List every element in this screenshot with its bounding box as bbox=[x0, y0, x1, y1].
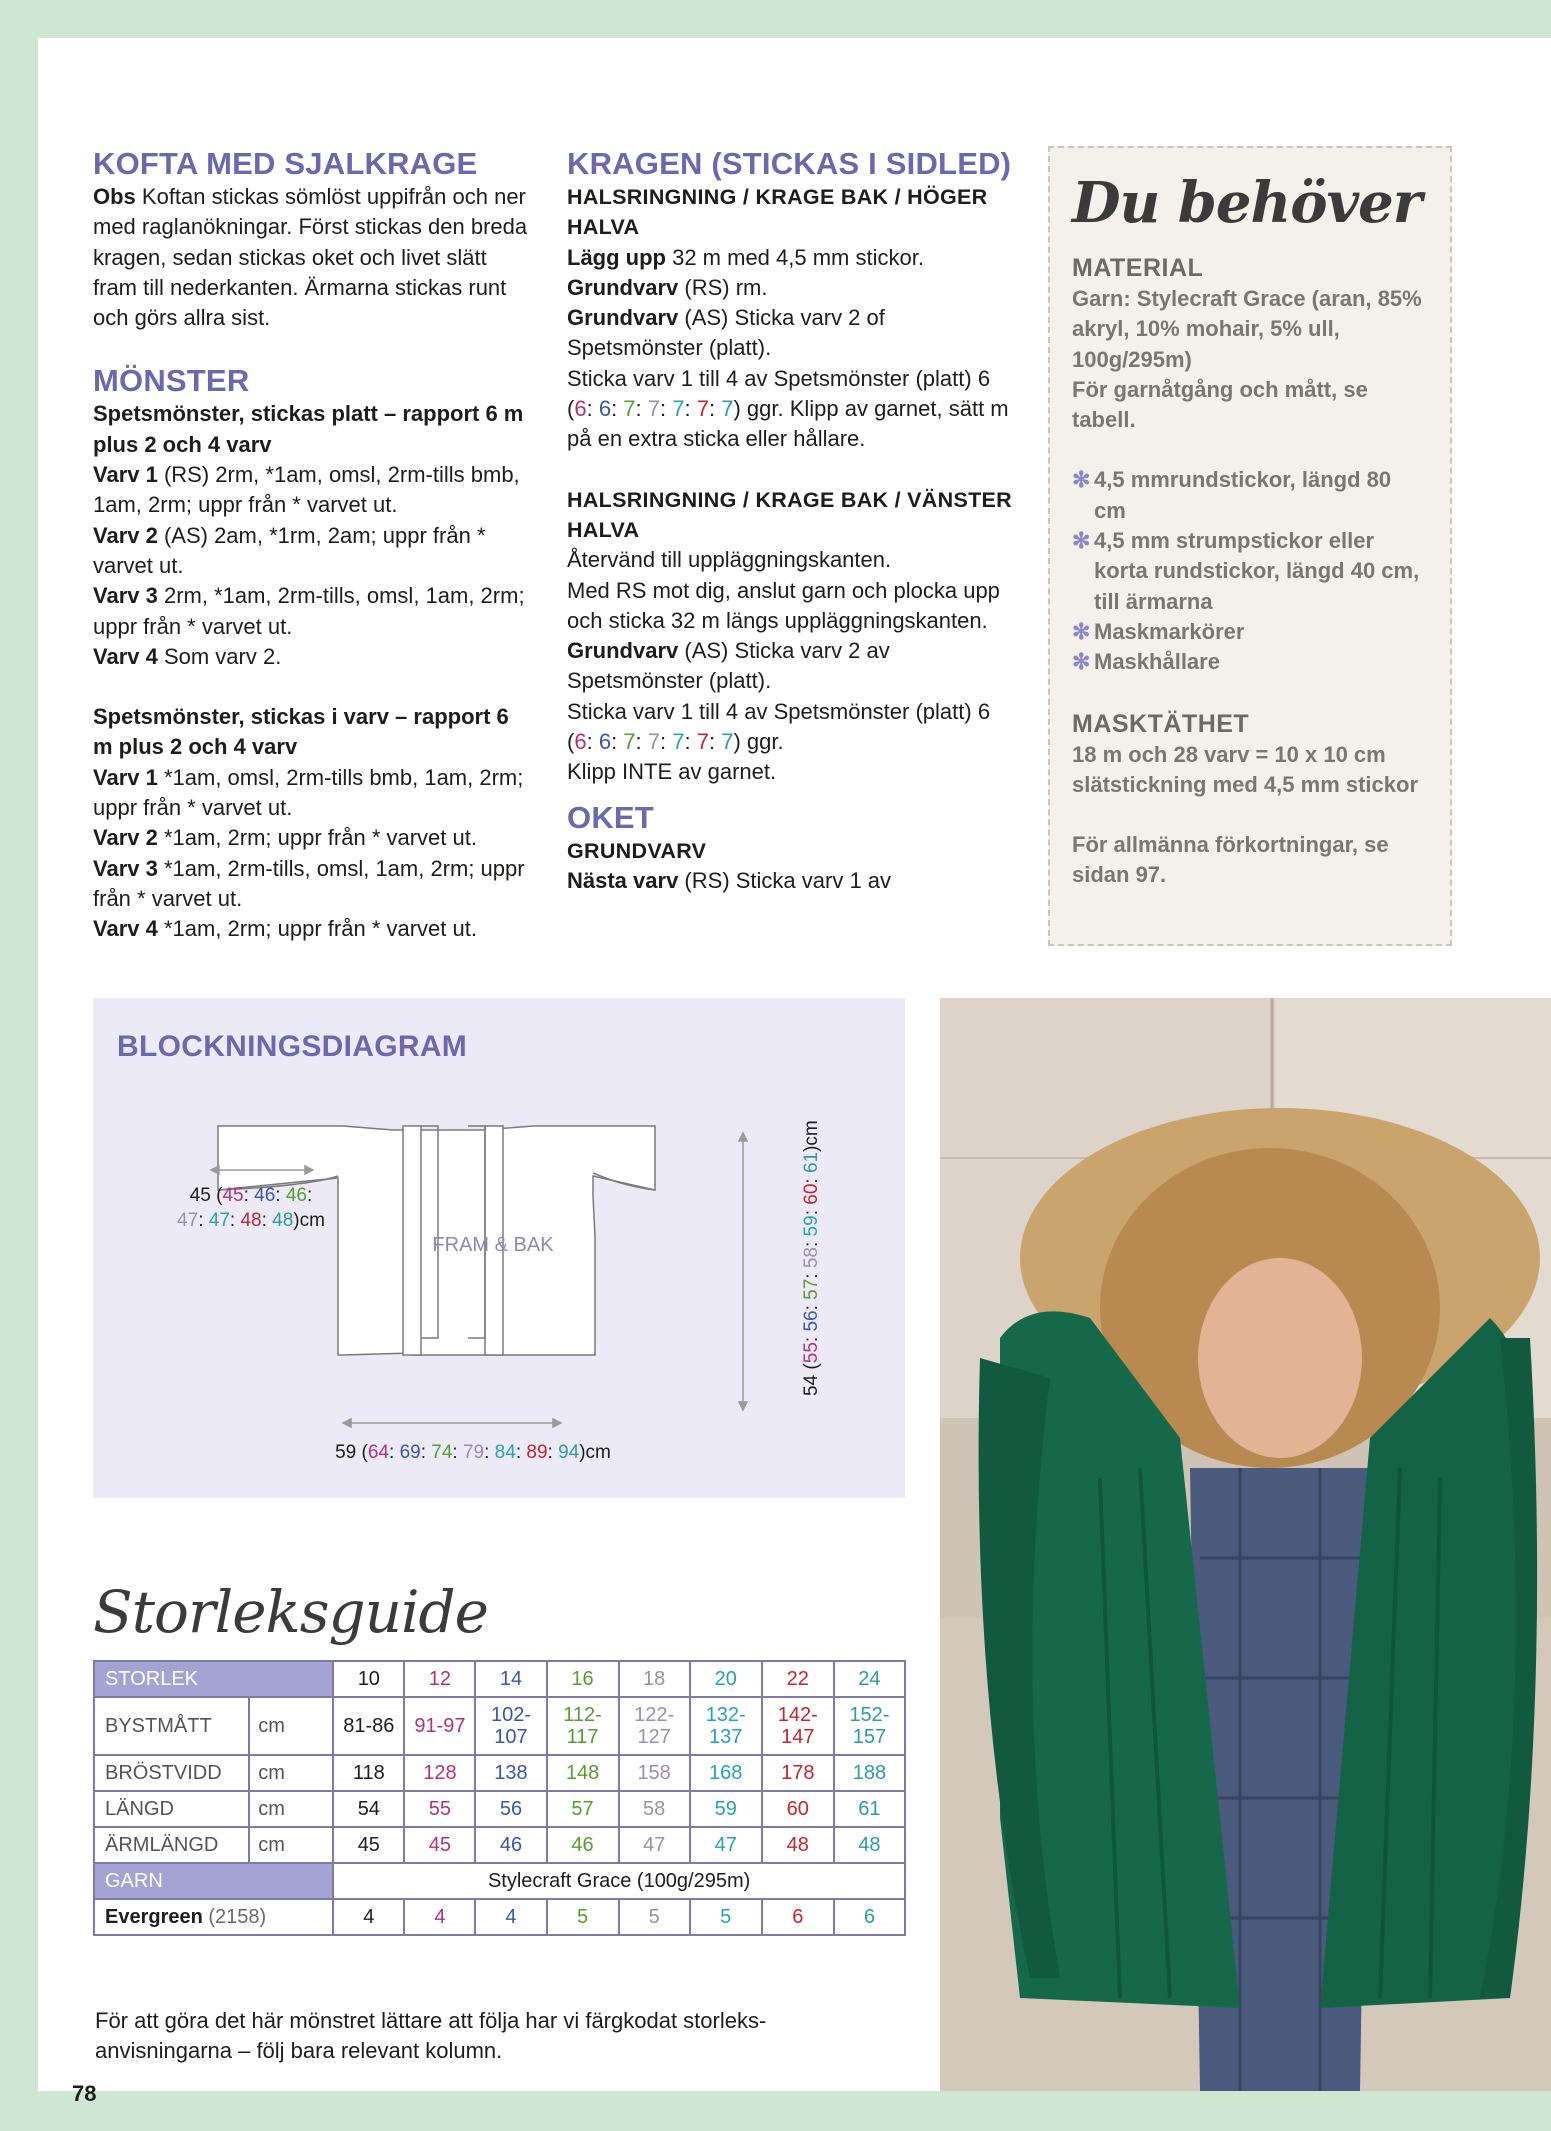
garn-header-fill bbox=[249, 1863, 333, 1899]
abbreviations-note: För allmänna förkortningar, se sidan 97. bbox=[1072, 832, 1389, 888]
instruction-line: Nästa varv (RS) Sticka varv 1 av bbox=[567, 867, 892, 893]
yarn-note: För garnåtgång och mått, se tabell. bbox=[1072, 376, 1368, 433]
row-label: LÄNGD bbox=[94, 1791, 249, 1827]
cardigan-schematic bbox=[93, 998, 905, 1498]
size-cell: 20 bbox=[690, 1661, 762, 1697]
section-title: HALSRINGNING / KRAGE BAK / VÄNSTER HALVA bbox=[567, 487, 1012, 542]
materials-box-title: Du behöver bbox=[1072, 170, 1422, 236]
table-cell: 56 bbox=[475, 1791, 546, 1827]
section-title: GRUNDVARV bbox=[567, 838, 707, 863]
table-cell: 152-157 bbox=[834, 1697, 905, 1755]
colour-coding-note: För att göra det här mönstret lättare att följa har vi färgkodat storleks-anvisningarna – följ bara relevant kolumn. bbox=[95, 2008, 767, 2064]
yarn-value: Stylecraft Grace (100g/295m) bbox=[333, 1863, 905, 1899]
colour-label: Evergreen (2158) bbox=[94, 1899, 333, 1935]
table-cell: 54 bbox=[333, 1791, 404, 1827]
table-cell: 188 bbox=[834, 1755, 905, 1791]
sleeve-measurement-2: 47: 47: 48: 48)cm bbox=[177, 1210, 325, 1231]
table-cell: 48 bbox=[834, 1827, 905, 1863]
pattern2-row: Varv 4 *1am, 2rm; uppr från * varvet ut. bbox=[93, 916, 477, 942]
list-item: ✻ 4,5 mmrundstickor, längd 80 cm bbox=[1072, 467, 1392, 523]
instruction-line: Återvänd till uppläggningskanten. bbox=[567, 547, 892, 573]
section-title: HALSRINGNING / KRAGE BAK / HÖGER HALVA bbox=[567, 185, 988, 240]
table-cell: 5 bbox=[690, 1899, 762, 1935]
instruction-line: Sticka varv 1 till 4 av Spetsmönster (platt) 6 (6: 6: 7: 7: 7: 7: 7) ggr. Klipp av garnet, sätt m på en extra sticka eller hållare. bbox=[567, 365, 1009, 452]
table-cell: 81-86 bbox=[333, 1697, 404, 1755]
asterisk-icon: ✻ bbox=[1072, 528, 1091, 554]
equipment-list bbox=[1072, 465, 1428, 677]
size-guide-table bbox=[93, 1660, 906, 1936]
table-cell: 142-147 bbox=[762, 1697, 834, 1755]
asterisk-icon: ✻ bbox=[1072, 618, 1091, 644]
table-cell: 55 bbox=[404, 1791, 475, 1827]
front-band-left bbox=[403, 1126, 421, 1355]
table-cell: 59 bbox=[690, 1791, 762, 1827]
table-cell: 132-137 bbox=[690, 1697, 762, 1755]
model-photo bbox=[940, 998, 1551, 2091]
materials-box bbox=[1048, 146, 1452, 946]
table-cell: 118 bbox=[333, 1755, 404, 1791]
pattern2-row: Varv 2 *1am, 2rm; uppr från * varvet ut. bbox=[93, 825, 477, 851]
column-instructions bbox=[93, 146, 533, 945]
pattern-title: KOFTA MED SJALKRAGE bbox=[93, 146, 478, 181]
table-cell: 48 bbox=[762, 1827, 834, 1863]
monster-title: MÖNSTER bbox=[93, 363, 250, 399]
instruction-line: Grundvarv (RS) rm. bbox=[567, 274, 768, 300]
row-unit: cm bbox=[249, 1791, 333, 1827]
yarn-info: Garn: Stylecraft Grace (aran, 85% akryl, 10% mohair, 5% ull, 100g/295m) bbox=[1072, 286, 1422, 372]
table-row bbox=[94, 1697, 905, 1755]
table-cell: 61 bbox=[834, 1791, 905, 1827]
table-cell: 4 bbox=[475, 1899, 546, 1935]
material-heading: MATERIAL bbox=[1072, 254, 1204, 282]
size-guide-title: Storleksguide bbox=[93, 1578, 488, 1646]
diagram-title: BLOCKNINGSDIAGRAM bbox=[117, 1030, 468, 1063]
table-cell: 5 bbox=[547, 1899, 619, 1935]
asterisk-icon: ✻ bbox=[1072, 467, 1091, 493]
tension-text: 18 m och 28 varv = 10 x 10 cm slätstickning med 4,5 mm stickor bbox=[1072, 741, 1419, 797]
pattern1-row: Varv 1 (RS) 2rm, *1am, omsl, 2rm-tills bmb, 1am, 2rm; uppr från * varvet ut. bbox=[93, 462, 520, 518]
table-cell: 58 bbox=[619, 1791, 690, 1827]
garn-header: GARN bbox=[94, 1863, 249, 1899]
table-row bbox=[94, 1755, 905, 1791]
row-label: BYSTMÅTT bbox=[94, 1697, 249, 1755]
instruction-line: Klipp INTE av garnet. bbox=[567, 759, 777, 785]
oket-title: OKET bbox=[567, 799, 654, 835]
instruction-line: Grundvarv (AS) Sticka varv 2 of Spetsmönster (platt). bbox=[567, 305, 885, 361]
pattern1-row: Varv 3 2rm, *1am, 2rm-tills, omsl, 1am, 2rm; uppr från * varvet ut. bbox=[93, 583, 525, 639]
table-row bbox=[94, 1899, 905, 1935]
size-cell: 16 bbox=[547, 1661, 619, 1697]
table-cell: 45 bbox=[404, 1827, 475, 1863]
table-cell: 5 bbox=[619, 1899, 690, 1935]
table-cell: 60 bbox=[762, 1791, 834, 1827]
table-row bbox=[94, 1863, 905, 1899]
table-cell: 46 bbox=[547, 1827, 619, 1863]
instruction-line: Grundvarv (AS) Sticka varv 2 av Spetsmönster (platt). bbox=[567, 638, 890, 694]
column-collar bbox=[567, 146, 1017, 896]
table-cell: 128 bbox=[404, 1755, 475, 1791]
woman-in-green-cardigan-image bbox=[940, 998, 1551, 2091]
table-cell: 6 bbox=[834, 1899, 905, 1935]
table-cell: 112-117 bbox=[547, 1697, 619, 1755]
table-cell: 45 bbox=[333, 1827, 404, 1863]
row-unit: cm bbox=[249, 1697, 333, 1755]
width-measurement: 59 (64: 69: 74: 79: 84: 89: 94)cm bbox=[335, 1442, 611, 1463]
tension-heading: MASKTÄTHET bbox=[1072, 709, 1250, 738]
diagram-center-label: FRAM & BAK bbox=[432, 1234, 554, 1256]
instruction-line: Sticka varv 1 till 4 av Spetsmönster (platt) 6 (6: 6: 7: 7: 7: 7: 7) ggr. bbox=[567, 698, 991, 755]
size-cell: 22 bbox=[762, 1661, 834, 1697]
pattern1-row: Varv 4 Som varv 2. bbox=[93, 643, 282, 669]
size-cell: 10 bbox=[333, 1661, 404, 1697]
pattern1-title: Spetsmönster, stickas platt – rapport 6 m plus 2 och 4 varv bbox=[93, 401, 524, 457]
pattern2-row: Varv 1 *1am, omsl, 2rm-tills bmb, 1am, 2rm; uppr från * varvet ut. bbox=[93, 764, 524, 821]
pattern2-title: Spetsmönster, stickas i varv – rapport 6 m plus 2 och 4 varv bbox=[93, 704, 509, 760]
table-cell: 57 bbox=[547, 1791, 619, 1827]
table-cell: 102-107 bbox=[475, 1697, 546, 1755]
table-cell: 4 bbox=[404, 1899, 475, 1935]
size-header: STORLEK bbox=[94, 1661, 333, 1697]
pattern1-row: Varv 2 (AS) 2am, *1rm, 2am; uppr från * varvet ut. bbox=[93, 522, 486, 578]
page-number: 78 bbox=[72, 2081, 97, 2106]
list-item: ✻ Maskmarkörer bbox=[1072, 617, 1428, 647]
blocking-diagram bbox=[93, 998, 905, 1498]
row-unit: cm bbox=[249, 1827, 333, 1863]
instruction-line: Med RS mot dig, anslut garn och plocka upp och sticka 32 m längs uppläggningskanten. bbox=[567, 577, 1000, 633]
intro-paragraph: Obs Koftan stickas sömlöst uppifrån och ner med raglanökningar. Först stickas den breda kragen, sedan stickas oket och livet slätt fram till nederkanten. Ärmarna stickas runt och görs allra sist. bbox=[93, 184, 528, 331]
sleeve-measurement: 45 (45: 46: 46: bbox=[189, 1185, 313, 1206]
table-cell: 6 bbox=[762, 1899, 834, 1935]
instruction-line: Lägg upp 32 m med 4,5 mm stickor. bbox=[567, 244, 924, 270]
table-cell: 91-97 bbox=[404, 1697, 475, 1755]
list-item: ✻ Maskhållare bbox=[1072, 647, 1428, 677]
table-cell: 148 bbox=[547, 1755, 619, 1791]
size-cell: 14 bbox=[475, 1661, 546, 1697]
row-label: BRÖSTVIDD bbox=[94, 1755, 249, 1791]
table-cell: 47 bbox=[690, 1827, 762, 1863]
size-cell: 24 bbox=[834, 1661, 905, 1697]
asterisk-icon: ✻ bbox=[1072, 649, 1091, 675]
table-cell: 138 bbox=[475, 1755, 546, 1791]
row-label: ÄRMLÄNGD bbox=[94, 1827, 249, 1863]
table-row bbox=[94, 1661, 905, 1697]
table-cell: 4 bbox=[333, 1899, 404, 1935]
table-cell: 46 bbox=[475, 1827, 546, 1863]
pattern2-row: Varv 3 *1am, 2rm-tills, omsl, 1am, 2rm; uppr från * varvet ut. bbox=[93, 855, 525, 911]
list-item: ✻ 4,5 mm strumpstickor eller korta rundstickor, längd 40 cm, till ärmarna bbox=[1072, 528, 1420, 614]
table-cell: 158 bbox=[619, 1755, 690, 1791]
table-cell: 122-127 bbox=[619, 1697, 690, 1755]
length-measurement: 54 (55: 56: 57: 58: 59: 60: 61)cm bbox=[801, 1120, 822, 1396]
table-row bbox=[94, 1791, 905, 1827]
collar-title: KRAGEN (STICKAS I SIDLED) bbox=[567, 146, 1012, 181]
row-unit: cm bbox=[249, 1755, 333, 1791]
table-cell: 168 bbox=[690, 1755, 762, 1791]
size-cell: 18 bbox=[619, 1661, 690, 1697]
page bbox=[38, 38, 1551, 2106]
size-cell: 12 bbox=[404, 1661, 475, 1697]
table-cell: 178 bbox=[762, 1755, 834, 1791]
table-cell: 47 bbox=[619, 1827, 690, 1863]
table-row bbox=[94, 1827, 905, 1863]
